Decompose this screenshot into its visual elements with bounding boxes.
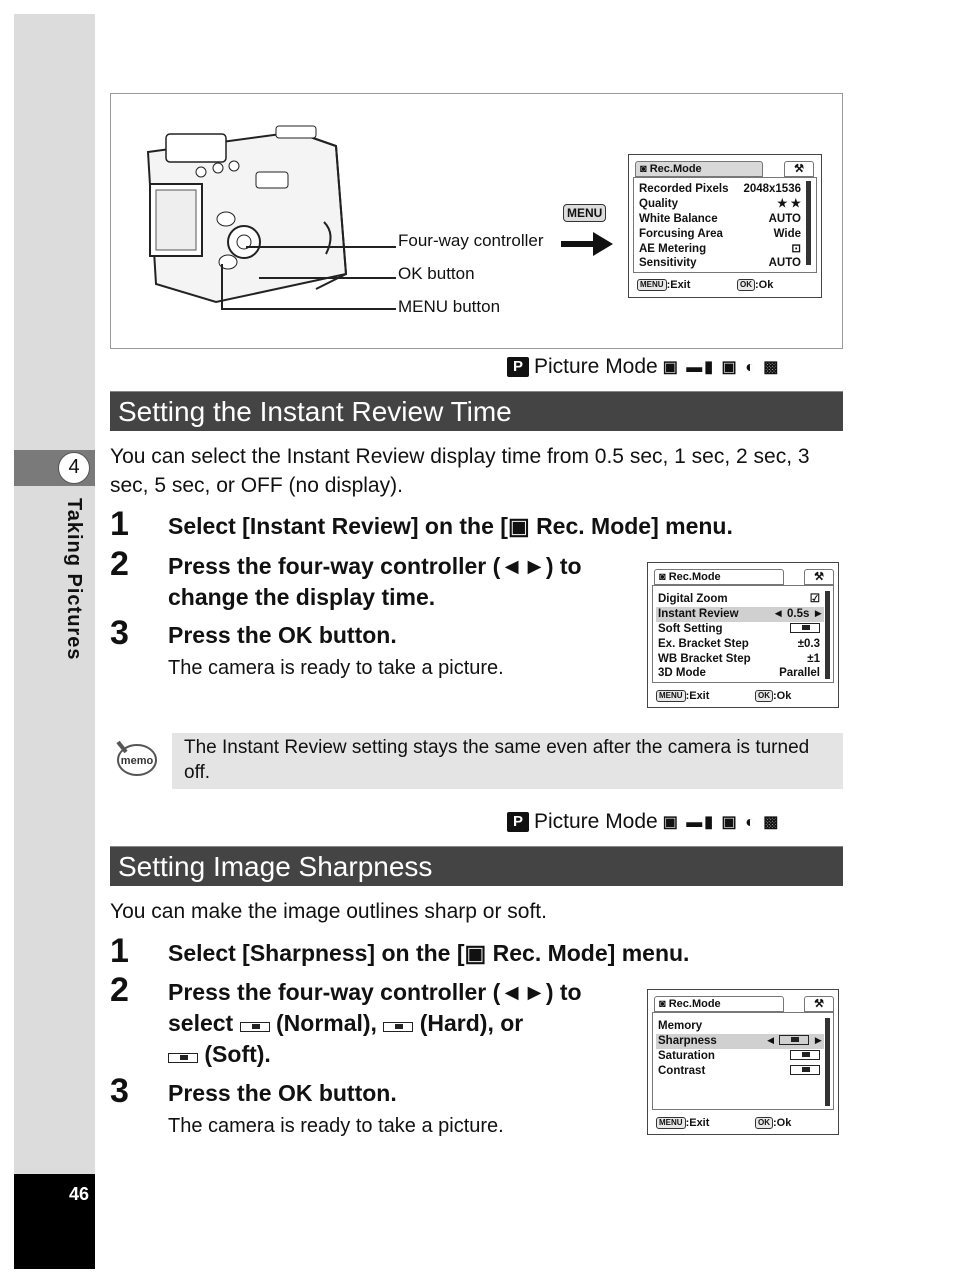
menu-row: Digital Zoom ☑: [658, 593, 820, 605]
picture-mode-badge: P: [507, 812, 529, 832]
setup-tab: ⚒: [784, 161, 814, 177]
menu-leader-vertical: [221, 264, 223, 309]
menu-row: Memory: [658, 1020, 703, 1032]
ok-leader: [259, 277, 396, 279]
step-text: Select [Sharpness] on the [▣ Rec. Mode] menu.: [168, 940, 690, 966]
mode-line: [507, 810, 780, 834]
soft-setting-icon: [790, 623, 820, 633]
camera-illustration: [136, 124, 436, 314]
sharpness-value-icon: [779, 1035, 809, 1045]
step-number: 3: [110, 1072, 129, 1110]
step-number: 2: [110, 545, 129, 583]
camera-icon: ◙: [659, 571, 666, 583]
step-text: Press the OK button.: [168, 1080, 397, 1106]
camera-figure: [110, 93, 843, 349]
ok-key: OK: [755, 1117, 773, 1129]
screen-footer: MENU :Exit: [656, 690, 709, 702]
step-number: 1: [110, 932, 129, 970]
step-note: The camera is ready to take a picture.: [168, 657, 504, 679]
menu-row: WB Bracket Step ±1: [658, 653, 820, 665]
memo-note: The Instant Review setting stays the same even after the camera is turned off.: [172, 733, 843, 789]
sharpness-soft-icon: [168, 1053, 198, 1063]
menu-row: Saturation: [658, 1049, 820, 1064]
menu-row: Sensitivity AUTO: [639, 257, 801, 269]
section-heading-bar: [110, 846, 843, 886]
four-way-leader: [246, 246, 396, 248]
sharpness-screen: [647, 989, 839, 1135]
mode-line: [507, 355, 780, 379]
scrollbar: [806, 181, 811, 265]
menu-leader: [221, 308, 396, 310]
ok-label: OK button: [398, 264, 475, 283]
picture-mode-text: Picture Mode: [534, 810, 658, 833]
step-text: Press the four-way controller (◄►) to change the display time.: [168, 553, 582, 610]
memo-icon: [112, 738, 158, 778]
instant-review-screen: [647, 562, 839, 708]
section-heading-bar: [110, 391, 843, 431]
contrast-value-icon: [790, 1065, 820, 1075]
camera-icon: ◙: [640, 163, 647, 175]
menu-key: MENU: [656, 1117, 686, 1129]
camera-icon: ◙: [659, 998, 666, 1010]
section-heading: Setting Image Sharpness: [118, 851, 433, 882]
page-number: 46: [68, 1184, 89, 1204]
sharpness-hard-icon: [383, 1022, 413, 1032]
menu-row: Soft Setting: [658, 622, 820, 637]
screen-footer: MENU :Exit: [637, 279, 690, 291]
menu-key: MENU: [637, 279, 667, 291]
sharpness-normal-icon: [240, 1022, 270, 1032]
menu-row: Contrast: [658, 1064, 820, 1079]
screen-footer-ok: OK :Ok: [755, 690, 791, 702]
section-heading: Setting the Instant Review Time: [118, 396, 512, 427]
four-way-label: Four-way controller: [398, 231, 544, 250]
ok-key: OK: [755, 690, 773, 702]
menu-key: MENU: [656, 690, 686, 702]
rec-mode-screen: [628, 154, 822, 298]
menu-row: Ex. Bracket Step ±0.3: [658, 638, 820, 650]
picture-mode-text: Picture Mode: [534, 355, 658, 378]
mode-icons: ▣ ▬▮ ▣ ◐ ▩: [662, 814, 781, 831]
menu-row: Forcusing Area Wide: [639, 228, 801, 240]
menu-row: White Balance AUTO: [639, 213, 801, 225]
mode-icons: ▣ ▬▮ ▣ ◐ ▩: [662, 359, 781, 376]
setup-tab: ⚒: [804, 996, 834, 1012]
menu-label: MENU button: [398, 297, 501, 316]
screen-footer-ok: OK :Ok: [755, 1117, 791, 1129]
memo-icon-label: memo: [120, 755, 154, 767]
menu-row: Quality ★ ★: [639, 198, 801, 210]
step-text: Press the OK button.: [168, 622, 397, 648]
menu-row-selected: Instant Review ◄ 0.5s ►: [658, 608, 824, 620]
rec-mode-tab: ◙ Rec.Mode: [654, 996, 784, 1012]
section-intro: You can make the image outlines sharp or soft.: [110, 900, 547, 923]
chapter-number: 4: [58, 452, 90, 484]
step-text: Press the four-way controller (◄►) to select (Normal), (Hard), or (Soft).: [168, 979, 582, 1067]
ok-key: OK: [737, 279, 755, 291]
arrow-right-icon: [561, 231, 613, 257]
step-number: 2: [110, 971, 129, 1009]
scrollbar: [825, 591, 830, 679]
step-number: 3: [110, 614, 129, 652]
chapter-title: Taking Pictures: [63, 498, 85, 661]
picture-mode-badge: P: [507, 357, 529, 377]
screen-footer: MENU :Exit: [656, 1117, 709, 1129]
menu-row: Recorded Pixels 2048x1536: [639, 183, 801, 195]
menu-row: AE Metering ⊡: [639, 243, 801, 255]
saturation-value-icon: [790, 1050, 820, 1060]
scrollbar: [825, 1018, 830, 1106]
rec-mode-tab-label: Rec.Mode: [649, 163, 702, 175]
setup-tab: ⚒: [804, 569, 834, 585]
menu-row-selected: Sharpness ◄ ►: [658, 1035, 824, 1047]
section-intro: You can select the Instant Review display time from 0.5 sec, 1 sec, 2 sec, 3 sec, 5 sec, or OFF (no display).: [110, 445, 810, 497]
rec-mode-tab: [635, 161, 763, 177]
step-note: The camera is ready to take a picture.: [168, 1115, 504, 1137]
step-number: 1: [110, 505, 129, 543]
step-text: Select [Instant Review] on the [▣ Rec. Mode] menu.: [168, 513, 733, 539]
menu-key-icon: MENU: [563, 204, 606, 222]
menu-row: 3D Mode Parallel: [658, 667, 820, 679]
rec-mode-tab: ◙ Rec.Mode: [654, 569, 784, 585]
screen-footer-ok: OK :Ok: [737, 279, 773, 291]
